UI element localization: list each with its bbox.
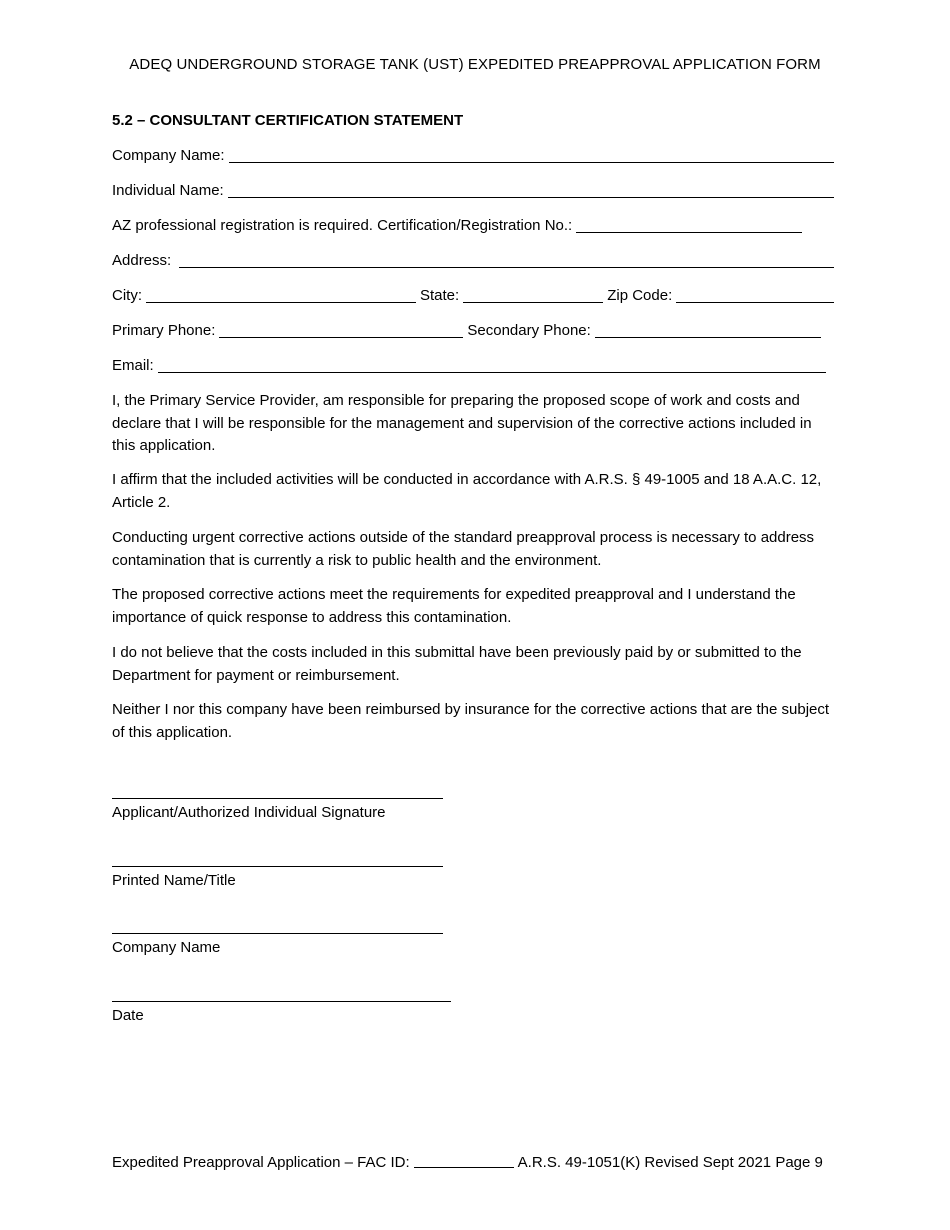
statement-paragraph: The proposed corrective actions meet the requirements for expedited preapproval and I understand the importance of quick response to address this contamination. [112, 586, 796, 626]
zip-label: Zip Code: [607, 287, 673, 304]
company-name-label: Company Name: [112, 147, 225, 164]
company-name-field[interactable] [229, 148, 834, 163]
statement-paragraph: Conducting urgent corrective actions outside of the standard preapproval process is necessary to address contamination that is currently a risk to public health and the environment. [112, 529, 815, 569]
date-label: Date [112, 1007, 144, 1024]
footer-left-text: Expedited Preapproval Application – FAC ID: [112, 1154, 410, 1171]
email-field[interactable] [158, 358, 826, 373]
statement-paragraph: I affirm that the included activities will be conducted in accordance with A.R.S. § 49-1005 and 18 A.A.C. 12, Article 2. [112, 471, 822, 511]
secondary-phone-field[interactable] [595, 323, 821, 338]
printed-name-line[interactable] [112, 865, 443, 867]
section-title: 5.2 – CONSULTANT CERTIFICATION STATEMENT [112, 112, 464, 129]
company-name-sig-label: Company Name [112, 939, 221, 956]
company-name-row [112, 146, 838, 166]
fac-id-field[interactable] [414, 1153, 514, 1168]
city-state-zip-row [112, 286, 838, 306]
individual-name-field[interactable] [228, 183, 834, 198]
page-footer [112, 1153, 838, 1171]
address-row [112, 251, 838, 271]
signature-line[interactable] [112, 797, 443, 799]
footer-right-text: A.R.S. 49-1051(K) Revised Sept 2021 Page 9 [517, 1154, 823, 1171]
registration-row [112, 216, 838, 236]
email-row [112, 356, 838, 376]
individual-name-label: Individual Name: [112, 182, 224, 199]
state-field[interactable] [463, 288, 603, 303]
registration-number-field[interactable] [576, 218, 802, 233]
individual-name-row [112, 181, 838, 201]
email-label: Email: [112, 357, 154, 374]
statement-paragraph: Neither I nor this company have been reimbursed by insurance for the corrective actions that are the subject of this application. [112, 701, 830, 741]
primary-phone-field[interactable] [219, 323, 463, 338]
printed-name-block [112, 865, 443, 889]
statement-paragraph: I do not believe that the costs included in this submittal have been previously paid by or submitted to the Department for payment or reimbursement. [112, 644, 802, 684]
address-field[interactable] [179, 253, 834, 268]
signature-block [112, 797, 443, 821]
statement-paragraph: I, the Primary Service Provider, am responsible for preparing the proposed scope of work and costs and declare that I will be responsible for the management and supervision of the corrective actions included in this application. [112, 392, 812, 454]
page-header: ADEQ UNDERGROUND STORAGE TANK (UST) EXPEDITED PREAPPROVAL APPLICATION FORM [129, 56, 821, 73]
company-name-line[interactable] [112, 932, 443, 934]
date-block [112, 1000, 451, 1024]
date-line[interactable] [112, 1000, 451, 1002]
signature-label: Applicant/Authorized Individual Signature [112, 804, 386, 821]
secondary-phone-label: Secondary Phone: [467, 322, 591, 339]
city-label: City: [112, 287, 142, 304]
printed-name-label: Printed Name/Title [112, 872, 236, 889]
zip-field[interactable] [676, 288, 834, 303]
registration-label: AZ professional registration is required. Certification/Registration No.: [112, 217, 573, 234]
company-name-block [112, 932, 443, 956]
phone-row [112, 321, 838, 341]
address-label: Address: [112, 252, 172, 269]
primary-phone-label: Primary Phone: [112, 322, 216, 339]
city-field[interactable] [146, 288, 416, 303]
state-label: State: [420, 287, 460, 304]
